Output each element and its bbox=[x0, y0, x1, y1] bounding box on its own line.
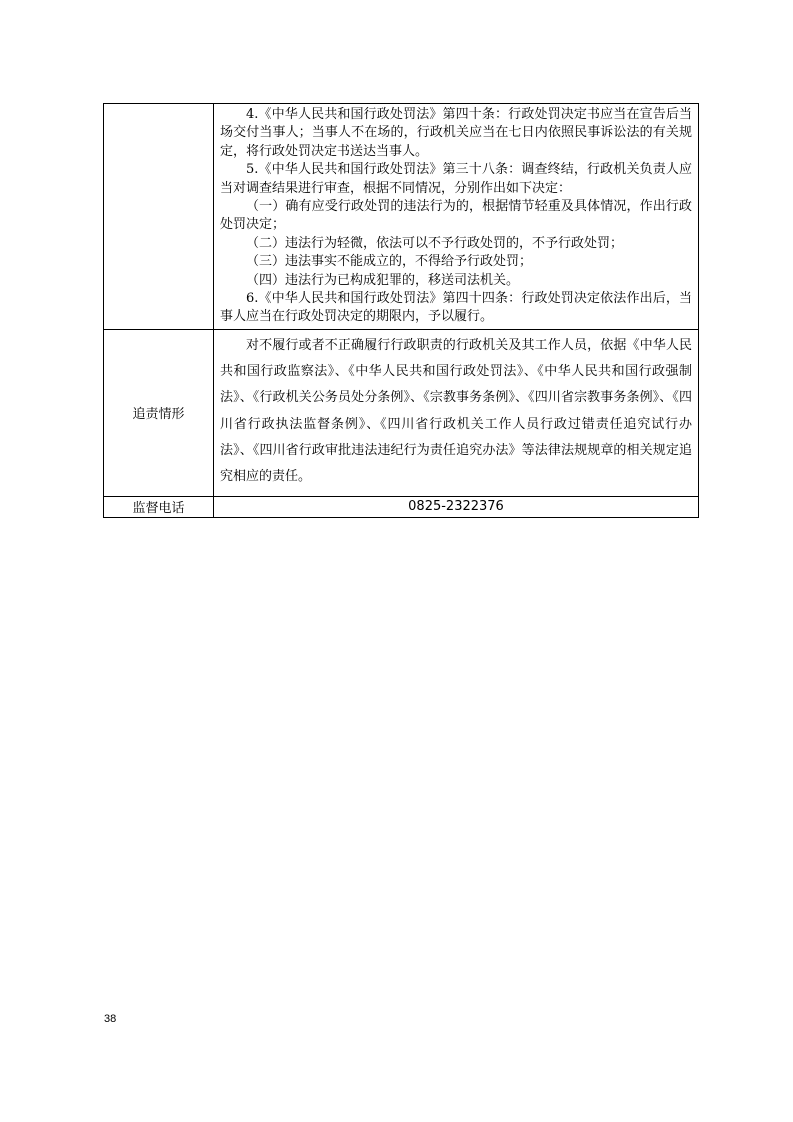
legal-basis-content bbox=[214, 104, 699, 330]
legal-basis-paragraph: （一）确有应受行政处罚的违法行为的，根据情节轻重及具体情况，作出行政处罚决定； bbox=[220, 199, 692, 233]
accountability-content bbox=[214, 329, 699, 496]
legal-basis-paragraph: （四）违法行为已构成犯罪的，移送司法机关。 bbox=[246, 272, 520, 288]
supervision-label: 监督电话 bbox=[104, 496, 214, 517]
legal-basis-paragraph: （三）违法事实不能成立的，不得给予行政处罚； bbox=[246, 254, 533, 270]
supervision-row bbox=[104, 496, 699, 517]
accountability-label: 追责情形 bbox=[104, 329, 214, 496]
legal-basis-paragraph: 4.《中华人民共和国行政处罚法》第四十条：行政处罚决定书应当在宣告后当场交付当事人；当事人不在场的，行政机关应当在七日内依照民事诉讼法的有关规定，将行政处罚决定书送达当事人。 bbox=[220, 107, 692, 159]
legal-basis-paragraph: 5.《中华人民共和国行政处罚法》第三十八条：调查终结，行政机关负责人应当对调查结果进行审查，根据不同情况，分别作出如下决定： bbox=[220, 162, 692, 196]
page-number: 38 bbox=[104, 1013, 117, 1025]
accountability-row bbox=[104, 329, 699, 496]
supervision-phone: 0825-2322376 bbox=[214, 496, 699, 517]
legal-basis-paragraph: （二）违法行为轻微，依法可以不予行政处罚的，不予行政处罚； bbox=[246, 235, 624, 251]
document-table bbox=[103, 103, 699, 518]
legal-basis-row bbox=[104, 104, 699, 330]
accountability-text: 对不履行或者不正确履行行政职责的行政机关及其工作人员，依据《中华人民共和国行政监察法》、《中华人民共和国行政处罚法》、《中华人民共和国行政强制法》、《行政机关公务员处分条例》、《宗教事务条例》、《四川省宗教事务条例》、《四川省行政执法监督条例》、《四川省行政机关工作人员行政过错责任追究试行办法》、《四川省行政审批违法违纪行为责任追究办法》等法律法规规章的相关规定追究相应的责任。 bbox=[220, 337, 692, 485]
legal-basis-paragraph: 6.《中华人民共和国行政处罚法》第四十四条：行政处罚决定依法作出后，当事人应当在行政处罚决定的期限内，予以履行。 bbox=[220, 291, 692, 325]
legal-basis-label bbox=[104, 104, 214, 330]
